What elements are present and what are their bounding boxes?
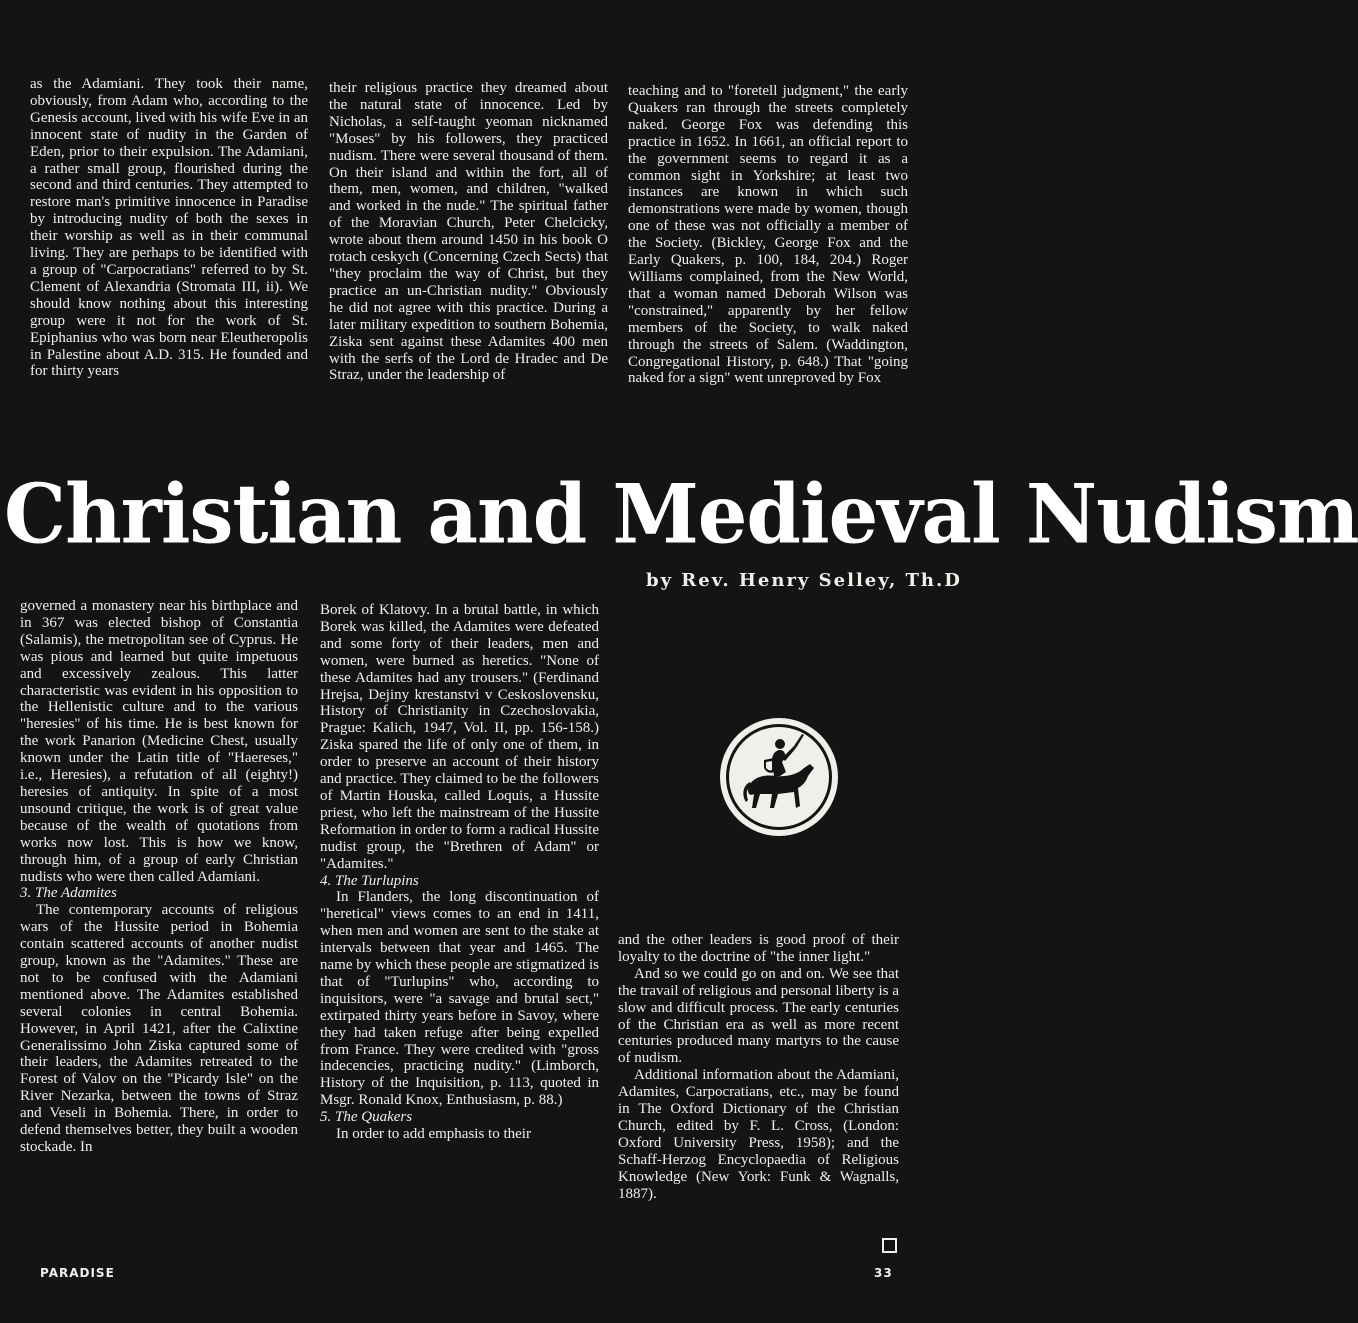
- bottom-column-3-paragraph-1: and the other leaders is good proof of their loyalty to the doctrine of "the inner light.": [618, 932, 899, 965]
- bottom-column-3-paragraph-2: And so we could go on and on. We see that the travail of religious and personal liberty is a slow and difficult process. The early centuries of the Christian era as well as more recent centuries produced many martyrs to the cause of nudism.: [618, 965, 899, 1067]
- bottom-column-1: [20, 598, 298, 1156]
- horse-rider-medallion-icon: [718, 716, 840, 838]
- section-heading-turlupins: 4. The Turlupins: [320, 872, 419, 889]
- top-column-3-text: teaching and to "foretell judgment," the early Quakers ran through the streets completely naked. George Fox was defending this practice in 1652. In 1661, an official report to the government seems to regard it as a common sight in Yorkshire; at least two instances are known in which such demonstrations were made by women, though one of these was not officially a member of the Society. (Bickley, George Fox and the Early Quakers, p. 100, 184, 204.) Roger Williams complained, from the New World, that a woman named Deborah Wilson was "constrained," apparently by her fellow members of the Society, to walk naked through the streets of Salem. (Waddington, Congregational History, p. 648.) That "going naked for a sign" went unreproved by Fox: [628, 83, 908, 387]
- bottom-column-2: [320, 602, 599, 1143]
- bottom-column-1-paragraph-2: The contemporary accounts of religious wars of the Hussite period in Bohemia contain scattered accounts of another nudist group, known as the "Adamites." These are not to be confused with the Adamiani mentioned above. The Adamites established several colonies in central Bohemia. However, in April 1421, after the Calixtine Generalissimo John Ziska captured some of their leaders, the Adamites retreated to the Forest of Valov on the "Picardy Isle" on the River Nezarka, between the towns of Straz and Veseli in Bohemia. There, in order to defend themselves better, they built a wooden stockade. In: [20, 902, 298, 1155]
- article-byline: by Rev. Henry Selley, Th.D: [646, 570, 962, 591]
- top-column-1: [30, 76, 308, 380]
- section-heading-quakers: 5. The Quakers: [320, 1109, 413, 1126]
- top-column-2-text: their religious practice they dreamed about the natural state of innocence. Led by Nicholas, a self-taught yeoman nicknamed "Moses" by his followers, they practiced nudism. There were several thousand of them. On their island and within the fort, all of them, men, women, and children, "walked and worked in the nude." The spiritual father of the Moravian Church, Peter Chelcicky, wrote about them around 1450 in his book O rotach ceskych (Concerning Czech Sects) that "they proclaim the way of Christ, but they practice an un-Christian nudity." Obviously he did not agree with this practice. During a later military expedition to southern Bohemia, Ziska sent against these Adamites 400 men with the serfs of the Lord de Hradec and De Straz, under the leadership of: [329, 80, 608, 384]
- footer-magazine-name: PARADISE: [40, 1266, 115, 1280]
- bottom-column-3: [618, 932, 899, 1203]
- bottom-column-3-paragraph-3: Additional information about the Adamiani, Adamites, Carpocratians, etc., may be found in The Oxford Dictionary of the Christian Church, edited by F. L. Cross, (London: Oxford University Press, 1958); and the Schaff-Herzog Encyclopaedia of Religious Knowledge (New York: Funk & Wagnalls, 1887).: [618, 1067, 899, 1202]
- top-column-2: [329, 80, 608, 384]
- article-title: Christian and Medieval Nudism: [4, 466, 1358, 563]
- end-of-article-mark: [882, 1238, 897, 1253]
- footer-page-number: 33: [874, 1266, 893, 1280]
- section-heading-adamites: 3. The Adamites: [20, 885, 117, 902]
- top-column-3: [628, 83, 908, 387]
- bottom-column-2-paragraph-2: In Flanders, the long discontinuation of "heretical" views comes to an end in 1411, when men and women are sent to the stake at intervals between that year and 1465. The name by which these people are stigmatized is that of "Turlupins" who, according to inquisitors, were "a savage and brutal sect," extirpated thirty years before in Savoy, where they had taken refuge after being expelled from France. They were credited with "gross indecencies, practicing nudity." (Limborch, History of the Inquisition, p. 113, quoted in Msgr. Ronald Knox, Enthusiasm, p. 88.): [320, 889, 599, 1109]
- bottom-column-2-paragraph-1: Borek of Klatovy. In a brutal battle, in which Borek was killed, the Adamites were defeated and some forty of their leaders, men and women, were burned as heretics. "None of these Adamites had any trousers." (Ferdinand Hrejsa, Dejiny krestanstvi v Ceskoslovensku, History of Christianity in Czechoslovakia, Prague: Kalich, 1947, Vol. II, pp. 156-158.) Ziska spared the life of only one of them, in order to preserve an account of their history and practice. They claimed to be the followers of Martin Houska, called Loquis, a Hussite priest, who left the mainstream of the Hussite Reformation in order to form a radical Hussite nudist group, the "Brethren of Adam" or "Adamites.": [320, 602, 599, 872]
- top-column-1-text: as the Adamiani. They took their name, obviously, from Adam who, according to the Genesis account, lived with his wife Eve in an innocent state of nudity in the Garden of Eden, prior to their expulsion. The Adamiani, a rather small group, flourished during the second and third centuries. They attempted to restore man's primitive innocence in Paradise by introducing nudity of both the sexes in their worship as well as in their communal living. They are perhaps to be identified with a group of "Carpocratians" referred to by St. Clement of Alexandria (Stromata III, ii). We should know nothing about this interesting group were it not for the work of St. Epiphanius who was born near Eleutheropolis in Palestine about A.D. 315. He founded and for thirty years: [30, 76, 308, 380]
- bottom-column-2-paragraph-3: In order to add emphasis to their: [336, 1126, 531, 1143]
- bottom-column-1-paragraph-1: governed a monastery near his birthplace and in 367 was elected bishop of Constantia (Salamis), the metropolitan see of Cyprus. He was pious and learned but quite impetuous and excessively zealous. This latter characteristic was evident in his opposition to the Hellenistic culture and to the various "heresies" of his time. He is best known for the work Panarion (Medicine Chest, usually known under the Latin title of "Haereses," i.e., Heresies), a refutation of all (eighty!) heresies of antiquity. In spite of a most unsound critique, the work is of great value because of the wealth of quotations from works now lost. This is how we know, through him, of a group of early Christian nudists who were then called Adamiani.: [20, 598, 298, 885]
